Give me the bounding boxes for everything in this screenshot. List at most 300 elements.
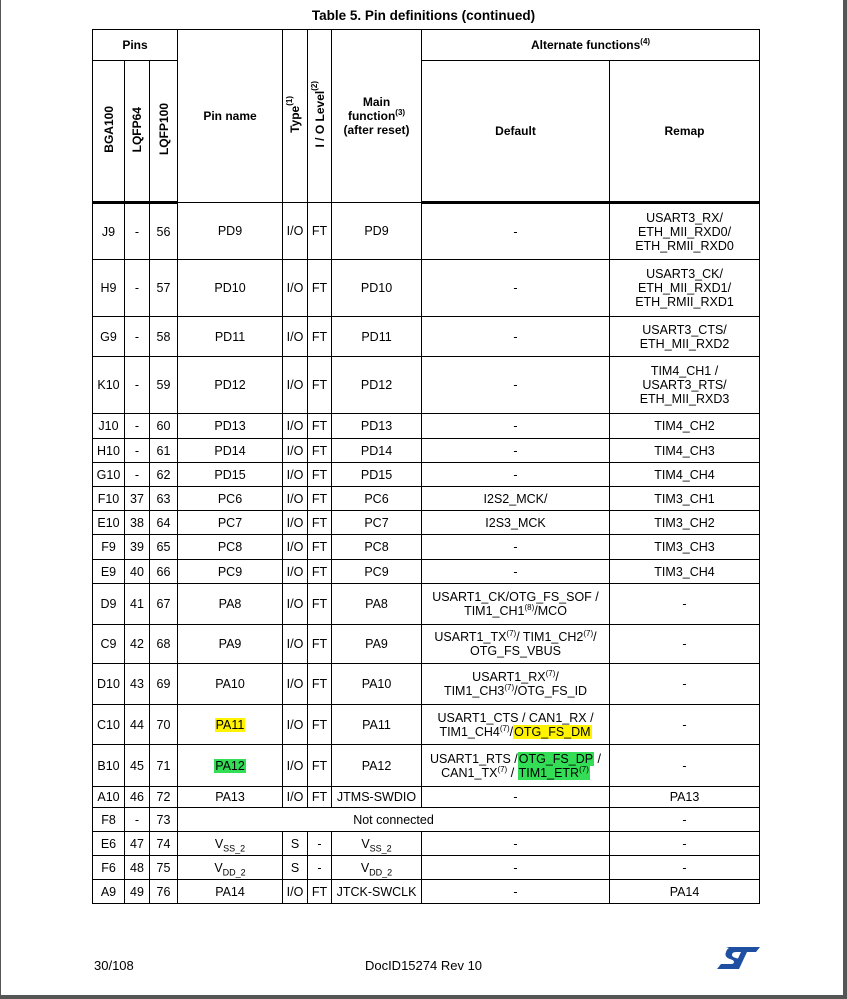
lqfp100-cell: 68 xyxy=(150,625,178,664)
table-row xyxy=(93,203,760,260)
table-row xyxy=(93,260,760,317)
io-level-cell: FT xyxy=(308,317,332,357)
bga100-cell: C10 xyxy=(93,705,125,745)
default-function-cell: - xyxy=(422,880,610,904)
default-text: / TIM1_CH2 xyxy=(516,630,584,644)
bga100-cell: E9 xyxy=(93,560,125,584)
default-text: OTG_FS_VBUS xyxy=(470,644,562,658)
main-function-cell: PA12 xyxy=(332,745,422,787)
bga100-cell: F10 xyxy=(93,487,125,511)
remap-cell xyxy=(610,317,760,357)
io-level-cell: FT xyxy=(308,535,332,560)
lqfp64-cell: 46 xyxy=(125,787,150,808)
bga100-cell: D10 xyxy=(93,664,125,705)
pins-header: Pins xyxy=(93,30,178,61)
main-function-label-1: Main xyxy=(362,95,391,109)
lqfp100-cell: 59 xyxy=(150,357,178,414)
remap-cell xyxy=(610,584,760,625)
default-function-cell xyxy=(422,745,610,787)
type-cell: I/O xyxy=(283,260,308,317)
table-row xyxy=(93,625,760,664)
main-function-cell xyxy=(332,856,422,880)
main-function-cell: PD13 xyxy=(332,414,422,439)
default-function-cell: - xyxy=(422,203,610,260)
io-level-header-label: I / O Level xyxy=(312,91,327,148)
lqfp64-cell: 48 xyxy=(125,856,150,880)
highlighted-function: OTG_FS_DM xyxy=(514,724,591,739)
pin-name-header xyxy=(178,30,283,203)
table-row xyxy=(93,832,760,856)
bga100-cell: A10 xyxy=(93,787,125,808)
highlighted-function xyxy=(518,766,590,780)
type-note: (1) xyxy=(285,96,295,106)
lqfp64-cell: 40 xyxy=(125,560,150,584)
default-text: / xyxy=(509,724,514,739)
type-cell: I/O xyxy=(283,487,308,511)
remap-line: - xyxy=(682,717,687,732)
bga100-cell: A9 xyxy=(93,880,125,904)
main-function-cell xyxy=(332,832,422,856)
bga100-header xyxy=(93,61,125,203)
footnote-ref: (7) xyxy=(545,668,556,678)
lqfp100-cell: 63 xyxy=(150,487,178,511)
table-row xyxy=(93,787,760,808)
table-row xyxy=(93,705,760,745)
remap-line: TIM3_CH1 xyxy=(654,491,715,506)
bga100-cell: C9 xyxy=(93,625,125,664)
type-cell: I/O xyxy=(283,664,308,705)
default-text: USART1_CK/OTG_FS_SOF / xyxy=(432,590,599,604)
main-function-cell: PD11 xyxy=(332,317,422,357)
pin-name-sub: SS_2 xyxy=(223,843,246,853)
footnote-ref: (7) xyxy=(579,764,589,774)
highlighted-function-text: TIM1_ETR xyxy=(518,765,580,780)
lqfp64-cell: - xyxy=(125,317,150,357)
type-cell: S xyxy=(283,856,308,880)
pin-name-base: V xyxy=(214,860,223,875)
type-cell: I/O xyxy=(283,535,308,560)
pin-name-cell: PC6 xyxy=(178,487,283,511)
main-function-cell: PD9 xyxy=(332,203,422,260)
main-function-cell: PC7 xyxy=(332,511,422,535)
io-level-cell: FT xyxy=(308,463,332,487)
remap-cell xyxy=(610,439,760,463)
default-function-cell: - xyxy=(422,357,610,414)
io-level-cell: FT xyxy=(308,203,332,260)
page-border-right xyxy=(843,0,847,999)
table-body xyxy=(93,203,760,904)
remap-header: Remap xyxy=(610,61,760,203)
remap-cell xyxy=(610,357,760,414)
lqfp100-cell: 67 xyxy=(150,584,178,625)
default-function-cell xyxy=(422,584,610,625)
remap-line: ETH_MII_RXD2 xyxy=(639,336,730,351)
lqfp64-cell: - xyxy=(125,203,150,260)
footnote-ref: (7) xyxy=(504,682,515,692)
bga100-cell: E10 xyxy=(93,511,125,535)
bga100-cell: E6 xyxy=(93,832,125,856)
remap-cell xyxy=(610,808,760,832)
remap-cell xyxy=(610,880,760,904)
lqfp64-cell: 37 xyxy=(125,487,150,511)
lqfp100-cell: 57 xyxy=(150,260,178,317)
io-level-cell: FT xyxy=(308,487,332,511)
io-level-cell: FT xyxy=(308,414,332,439)
footnote-ref: (7) xyxy=(506,628,517,638)
remap-line: ETH_MII_RXD1/ xyxy=(637,281,732,295)
default-text: TIM1_CH1 xyxy=(464,604,525,618)
table-row xyxy=(93,463,760,487)
default-text: / xyxy=(594,751,602,766)
bga100-cell: J9 xyxy=(93,203,125,260)
remap-cell xyxy=(610,203,760,260)
remap-line: USART3_RTS/ xyxy=(642,378,727,392)
remap-line: - xyxy=(682,637,687,651)
io-level-cell: FT xyxy=(308,664,332,705)
footnote-ref: (7) xyxy=(499,723,510,733)
lqfp100-cell: 56 xyxy=(150,203,178,260)
bga100-cell: K10 xyxy=(93,357,125,414)
default-text: TIM1_CH3 xyxy=(443,684,505,698)
type-cell: I/O xyxy=(283,705,308,745)
pin-name-cell: PA10 xyxy=(178,664,283,705)
remap-line: TIM3_CH2 xyxy=(654,515,715,530)
type-cell: I/O xyxy=(283,511,308,535)
io-level-cell: - xyxy=(308,856,332,880)
default-function-cell: - xyxy=(422,560,610,584)
lqfp64-cell: 38 xyxy=(125,511,150,535)
pin-name-cell: PD13 xyxy=(178,414,283,439)
table-row xyxy=(93,535,760,560)
io-level-cell: FT xyxy=(308,560,332,584)
main-function-note: (3) xyxy=(395,108,406,117)
remap-line: TIM3_CH4 xyxy=(654,564,715,579)
remap-line: - xyxy=(682,860,687,875)
table-row xyxy=(93,808,760,832)
type-cell: I/O xyxy=(283,463,308,487)
io-note: (2) xyxy=(309,81,319,92)
pin-name-cell xyxy=(178,832,283,856)
default-text: USART1_TX xyxy=(434,630,507,644)
default-header: Default xyxy=(422,61,610,203)
alternate-functions-note: (4) xyxy=(640,37,651,46)
footnote-ref: (7) xyxy=(497,764,508,774)
main-function-cell: JTMS-SWDIO xyxy=(332,787,422,808)
remap-cell xyxy=(610,487,760,511)
remap-line: TIM4_CH4 xyxy=(654,467,715,482)
default-function-cell: I2S3_MCK xyxy=(422,511,610,535)
bga100-cell: B10 xyxy=(93,745,125,787)
pin-name-cell: PD15 xyxy=(178,463,283,487)
io-level-cell: FT xyxy=(308,357,332,414)
main-function-cell: PA9 xyxy=(332,625,422,664)
main-function-label-3: (after reset) xyxy=(343,123,410,137)
default-function-cell: - xyxy=(422,832,610,856)
bga100-label: BGA100 xyxy=(101,106,116,153)
remap-line: - xyxy=(682,677,687,691)
type-cell: I/O xyxy=(283,317,308,357)
remap-line: USART3_CK/ xyxy=(646,267,723,281)
table-row xyxy=(93,439,760,463)
io-level-cell: FT xyxy=(308,511,332,535)
lqfp100-cell: 58 xyxy=(150,317,178,357)
io-level-cell: FT xyxy=(308,745,332,787)
type-cell: I/O xyxy=(283,439,308,463)
remap-cell xyxy=(610,535,760,560)
lqfp64-cell: 39 xyxy=(125,535,150,560)
type-cell: I/O xyxy=(283,414,308,439)
main-function-cell: PA11 xyxy=(332,705,422,745)
pin-name-cell xyxy=(178,745,283,787)
lqfp64-cell: - xyxy=(125,808,150,832)
table-row xyxy=(93,856,760,880)
lqfp100-cell: 70 xyxy=(150,705,178,745)
remap-line: PA13 xyxy=(669,790,700,804)
remap-line: - xyxy=(682,758,687,773)
bga100-cell: D9 xyxy=(93,584,125,625)
remap-line: - xyxy=(682,812,687,827)
default-function-cell: - xyxy=(422,414,610,439)
remap-line: TIM4_CH1 / xyxy=(650,364,719,378)
remap-line: USART3_CTS/ xyxy=(642,322,727,337)
pin-name-cell: PD14 xyxy=(178,439,283,463)
main-function-base: V xyxy=(360,860,370,875)
lqfp64-header xyxy=(125,61,150,203)
lqfp64-cell: 45 xyxy=(125,745,150,787)
header-row-1 xyxy=(93,30,760,61)
table-row xyxy=(93,745,760,787)
lqfp100-cell: 62 xyxy=(150,463,178,487)
main-function-header xyxy=(332,30,422,203)
lqfp100-cell: 76 xyxy=(150,880,178,904)
bga100-cell: G9 xyxy=(93,317,125,357)
lqfp64-cell: 43 xyxy=(125,664,150,705)
remap-line: ETH_MII_RXD3 xyxy=(639,392,730,406)
bga100-cell: J10 xyxy=(93,414,125,439)
default-text: USART1_RX xyxy=(472,670,546,684)
footnote-ref: (7) xyxy=(583,628,594,638)
lqfp100-cell: 73 xyxy=(150,808,178,832)
lqfp100-cell: 64 xyxy=(150,511,178,535)
type-cell: I/O xyxy=(283,203,308,260)
pin-name-cell: PC7 xyxy=(178,511,283,535)
default-function-cell: - xyxy=(422,787,610,808)
pin-name-cell: PC8 xyxy=(178,535,283,560)
remap-cell xyxy=(610,511,760,535)
highlighted-function: OTG_FS_DP xyxy=(518,751,594,766)
lqfp100-cell: 72 xyxy=(150,787,178,808)
pin-name-cell: PA13 xyxy=(178,787,283,808)
remap-cell xyxy=(610,705,760,745)
remap-line: - xyxy=(682,597,687,611)
page-border-bottom xyxy=(0,995,847,999)
main-function-cell: PC9 xyxy=(332,560,422,584)
main-function-cell: PA10 xyxy=(332,664,422,705)
pin-name-cell: PD12 xyxy=(178,357,283,414)
remap-line: TIM4_CH2 xyxy=(654,419,715,433)
lqfp100-cell: 60 xyxy=(150,414,178,439)
lqfp64-cell: - xyxy=(125,414,150,439)
lqfp100-cell: 74 xyxy=(150,832,178,856)
lqfp64-cell: - xyxy=(125,260,150,317)
remap-cell xyxy=(610,745,760,787)
pin-name-header-label: Pin name xyxy=(203,109,257,123)
table-row xyxy=(93,317,760,357)
main-function-cell: JTCK-SWCLK xyxy=(332,880,422,904)
not-connected-cell: Not connected xyxy=(178,808,610,832)
lqfp64-cell: 41 xyxy=(125,584,150,625)
default-text: /OTG_FS_ID xyxy=(514,684,588,698)
remap-cell xyxy=(610,856,760,880)
default-function-cell xyxy=(422,664,610,705)
io-level-cell: FT xyxy=(308,625,332,664)
type-cell: I/O xyxy=(283,357,308,414)
lqfp64-cell: - xyxy=(125,463,150,487)
main-function-base: V xyxy=(361,836,370,851)
default-function-cell: - xyxy=(422,439,610,463)
table-row xyxy=(93,560,760,584)
remap-cell xyxy=(610,414,760,439)
default-text: USART1_CTS / CAN1_RX / xyxy=(437,710,594,725)
remap-line: TIM4_CH3 xyxy=(654,443,715,458)
pin-name-cell: PA14 xyxy=(178,880,283,904)
remap-line: USART3_RX/ xyxy=(646,210,723,225)
type-cell: I/O xyxy=(283,584,308,625)
lqfp64-cell: 47 xyxy=(125,832,150,856)
main-function-cell: PA8 xyxy=(332,584,422,625)
pin-name-cell: PA9 xyxy=(178,625,283,664)
bga100-cell: H9 xyxy=(93,260,125,317)
default-text: USART1_RTS / xyxy=(429,751,518,766)
remap-cell xyxy=(610,787,760,808)
remap-cell xyxy=(610,560,760,584)
default-text: CAN1_TX xyxy=(441,765,498,780)
remap-line: PA14 xyxy=(669,884,700,899)
pin-name-cell: PC9 xyxy=(178,560,283,584)
default-text: / xyxy=(507,765,518,780)
main-function-cell: PD15 xyxy=(332,463,422,487)
remap-cell xyxy=(610,664,760,705)
type-cell: I/O xyxy=(283,745,308,787)
alternate-functions-label: Alternate functions xyxy=(530,38,641,52)
remap-line: ETH_RMII_RXD1 xyxy=(635,295,734,309)
main-function-label-2: function xyxy=(347,109,396,123)
io-level-cell: - xyxy=(308,832,332,856)
lqfp64-label: LQFP64 xyxy=(130,106,144,153)
bga100-cell: G10 xyxy=(93,463,125,487)
pin-name-cell: PD11 xyxy=(178,317,283,357)
pin-name-cell: PA8 xyxy=(178,584,283,625)
remap-line: ETH_MII_RXD0/ xyxy=(637,224,732,239)
lqfp100-header xyxy=(150,61,178,203)
default-text: / xyxy=(555,670,559,684)
main-function-cell: PD12 xyxy=(332,357,422,414)
doc-id: DocID15274 Rev 10 xyxy=(364,958,483,973)
type-cell: I/O xyxy=(283,625,308,664)
type-header xyxy=(283,30,308,203)
default-text: /MCO xyxy=(534,604,567,618)
lqfp100-cell: 71 xyxy=(150,745,178,787)
table-row xyxy=(93,357,760,414)
main-function-cell: PD14 xyxy=(332,439,422,463)
bga100-cell: F6 xyxy=(93,856,125,880)
default-function-cell: - xyxy=(422,317,610,357)
lqfp64-cell: 49 xyxy=(125,880,150,904)
pin-name-base: V xyxy=(214,836,224,851)
pin-name-cell: PD10 xyxy=(178,260,283,317)
default-function-cell: - xyxy=(422,535,610,560)
default-function-cell: I2S2_MCK/ xyxy=(422,487,610,511)
type-cell: I/O xyxy=(283,560,308,584)
pin-name-cell xyxy=(178,856,283,880)
lqfp100-cell: 61 xyxy=(150,439,178,463)
default-function-cell: - xyxy=(422,856,610,880)
remap-line: TIM3_CH3 xyxy=(654,540,715,554)
lqfp64-cell: 44 xyxy=(125,705,150,745)
pin-name-cell: PD9 xyxy=(178,203,283,260)
io-level-cell: FT xyxy=(308,584,332,625)
lqfp100-label: LQFP100 xyxy=(156,103,171,156)
pin-definitions-table xyxy=(92,29,760,904)
page-number: 30/108 xyxy=(94,958,134,973)
default-function-cell xyxy=(422,625,610,664)
main-function-cell: PC6 xyxy=(332,487,422,511)
lqfp64-cell: 42 xyxy=(125,625,150,664)
bga100-cell: F8 xyxy=(93,808,125,832)
page-border-left xyxy=(0,0,1,999)
table-row xyxy=(93,880,760,904)
type-cell: S xyxy=(283,832,308,856)
type-cell: I/O xyxy=(283,880,308,904)
bga100-cell: F9 xyxy=(93,535,125,560)
main-function-sub: DD_2 xyxy=(369,867,393,877)
remap-cell xyxy=(610,625,760,664)
lqfp64-cell: - xyxy=(125,357,150,414)
lqfp100-cell: 69 xyxy=(150,664,178,705)
st-logo-icon xyxy=(716,946,760,970)
pin-name-sub: DD_2 xyxy=(222,867,246,877)
lqfp100-cell: 66 xyxy=(150,560,178,584)
lqfp64-cell: - xyxy=(125,439,150,463)
table-title: Table 5. Pin definitions (continued) xyxy=(311,8,536,23)
main-function-cell: PD10 xyxy=(332,260,422,317)
type-header-label: Type xyxy=(288,105,303,133)
main-function-cell: PC8 xyxy=(332,535,422,560)
remap-line: ETH_RMII_RXD0 xyxy=(635,238,734,253)
table-row xyxy=(93,511,760,535)
default-function-cell: - xyxy=(422,463,610,487)
io-level-cell: FT xyxy=(308,705,332,745)
lqfp100-cell: 65 xyxy=(150,535,178,560)
bga100-cell: H10 xyxy=(93,439,125,463)
remap-cell xyxy=(610,260,760,317)
io-level-cell: FT xyxy=(308,439,332,463)
alternate-functions-header xyxy=(422,30,760,61)
remap-cell xyxy=(610,832,760,856)
table-row xyxy=(93,414,760,439)
pin-name-highlight: PA11 xyxy=(215,717,245,732)
io-level-header xyxy=(308,30,332,203)
main-function-sub: SS_2 xyxy=(369,843,392,853)
remap-cell xyxy=(610,463,760,487)
io-level-cell: FT xyxy=(308,260,332,317)
io-level-cell: FT xyxy=(308,880,332,904)
pin-name-cell xyxy=(178,705,283,745)
remap-line: - xyxy=(682,836,687,851)
lqfp100-cell: 75 xyxy=(150,856,178,880)
default-function-cell xyxy=(422,705,610,745)
pin-name-highlight: PA12 xyxy=(215,758,245,773)
